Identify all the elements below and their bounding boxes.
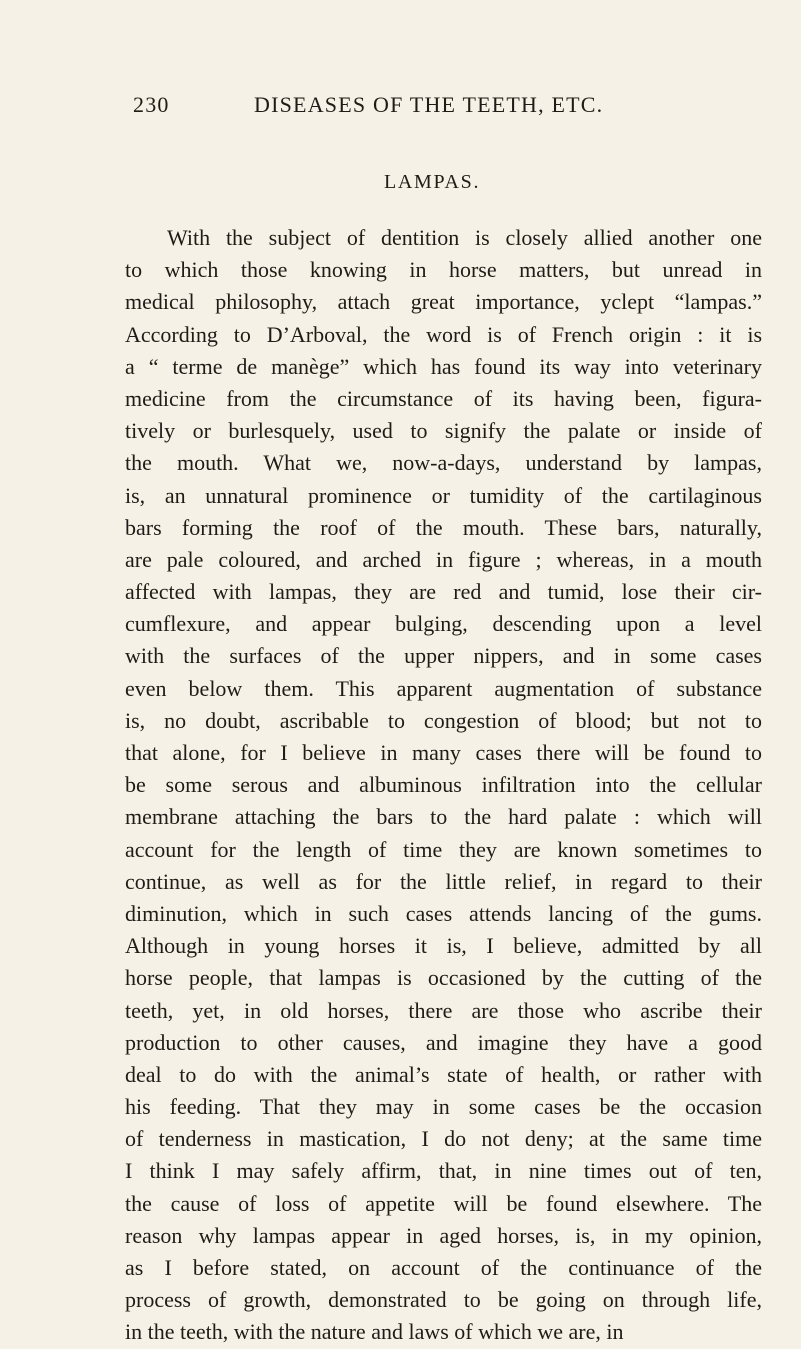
text-line: With the subject of dentition is closely allied another one <box>167 225 762 250</box>
text-line: a “ terme de manège” which has found its way into veterinary <box>125 353 762 379</box>
text-line: even below them. This apparent augmentation of substance <box>125 675 762 701</box>
text-line: horse people, that lampas is occasioned by the cutting of the <box>125 965 762 991</box>
text-line: continue, as well as for the little relief, in regard to their <box>125 868 762 894</box>
text-line: his feeding. That they may in some cases be the occasion <box>125 1094 762 1120</box>
running-head <box>133 92 767 124</box>
text-line: According to D’Arboval, the word is of French origin : it is <box>125 321 762 347</box>
text-line: as I before stated, on account of the continuance of the <box>125 1255 762 1280</box>
text-line: diminution, which in such cases attends lancing of the gums. <box>125 900 762 926</box>
page-number: 230 <box>133 92 170 117</box>
text-line: cumflexure, and appear bulging, descending upon a level <box>125 611 762 637</box>
text-line: in the teeth, with the nature and laws of which we are, in <box>125 1319 624 1345</box>
text-line: affected with lampas, they are red and tumid, lose their cir- <box>125 579 762 605</box>
body-text <box>125 222 762 1349</box>
text-line: is, no doubt, ascribable to congestion of blood; but not to <box>125 707 762 733</box>
text-line: medical philosophy, attach great importance, yclept “lampas.” <box>125 289 762 315</box>
text-line: bars forming the roof of the mouth. These bars, naturally, <box>125 514 762 540</box>
text-line: tively or burlesquely, used to signify the palate or inside of <box>125 418 762 444</box>
text-line: the mouth. What we, now-a-days, understand by lampas, <box>125 450 762 476</box>
text-line: membrane attaching the bars to the hard palate : which will <box>125 804 762 830</box>
text-line: production to other causes, and imagine they have a good <box>125 1029 762 1055</box>
text-line: Although in young horses it is, I believe, admitted by all <box>125 933 762 959</box>
text-line: are pale coloured, and arched in figure ; whereas, in a mouth <box>125 546 762 572</box>
text-line: medicine from the circumstance of its having been, figura- <box>125 385 762 411</box>
text-line: the cause of loss of appetite will be found elsewhere. The <box>125 1190 762 1216</box>
text-line: to which those knowing in horse matters, but unread in <box>125 257 762 283</box>
text-line: process of growth, demonstrated to be going on through life, <box>125 1287 762 1313</box>
text-line: of tenderness in mastication, I do not deny; at the same time <box>125 1126 762 1152</box>
text-line: I think I may safely affirm, that, in nine times out of ten, <box>125 1158 762 1184</box>
text-line: account for the length of time they are known sometimes to <box>125 836 762 862</box>
text-line: be some serous and albuminous infiltration into the cellular <box>125 772 762 798</box>
text-line: teeth, yet, in old horses, there are those who ascribe their <box>125 997 762 1023</box>
text-line: that alone, for I believe in many cases there will be found to <box>125 740 762 765</box>
text-line: with the surfaces of the upper nippers, and in some cases <box>125 643 762 669</box>
text-line: is, an unnatural prominence or tumidity of the cartilaginous <box>125 482 762 508</box>
section-title: LAMPAS. <box>384 171 481 193</box>
header-title: DISEASES OF THE TEETH, ETC. <box>254 92 604 117</box>
text-line: reason why lampas appear in aged horses, is, in my opinion, <box>125 1222 762 1248</box>
text-line: deal to do with the animal’s state of health, or rather with <box>125 1061 762 1087</box>
